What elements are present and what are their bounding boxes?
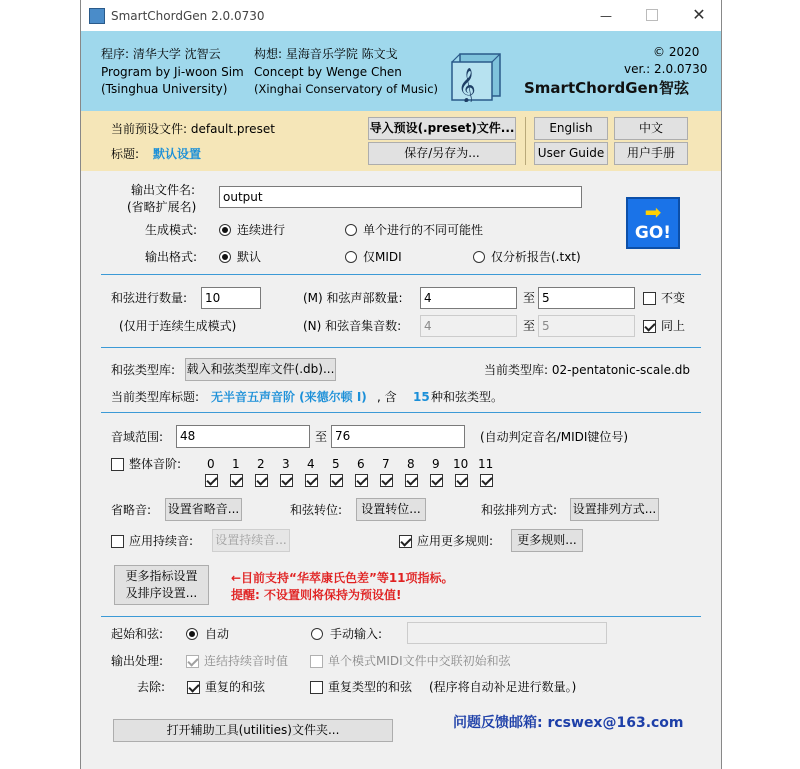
filename-label: 输出文件名: xyxy=(131,183,196,197)
chord-count-hint: (仅用于连续生成模式) xyxy=(119,319,237,333)
format-label: 输出格式: xyxy=(145,250,198,264)
pitchset-to-label: 至 xyxy=(523,319,536,333)
more-rules-button[interactable]: 更多规则... xyxy=(511,529,583,552)
pitchset-max-input[interactable]: 5 xyxy=(538,315,635,337)
pitch-class-checkbox[interactable] xyxy=(480,474,493,487)
voices-min-input[interactable]: 4 xyxy=(420,287,517,309)
pitch-class-label: 8 xyxy=(407,457,415,471)
copyright: © 2020 xyxy=(653,45,700,59)
set-inversion-button[interactable]: 设置转位... xyxy=(356,498,426,521)
connect-sustain-checkbox[interactable] xyxy=(186,655,199,668)
pitch-class-checkbox[interactable] xyxy=(305,474,318,487)
brand-name-cn: 智弦 xyxy=(659,79,690,97)
preset-bar xyxy=(81,111,721,171)
title-bar[interactable] xyxy=(81,0,721,31)
pitch-class-checkbox[interactable] xyxy=(230,474,243,487)
pitch-class-checkbox[interactable] xyxy=(205,474,218,487)
set-omit-button[interactable]: 设置省略音... xyxy=(165,498,242,521)
pitch-class-label: 10 xyxy=(453,457,469,471)
pitch-class-label: 2 xyxy=(257,457,265,471)
pitch-class-checkbox[interactable] xyxy=(355,474,368,487)
save-preset-button[interactable]: 保存/另存为... xyxy=(368,142,516,165)
more-rules-label[interactable]: 应用更多规则: xyxy=(417,534,494,548)
pitchset-same-checkbox[interactable] xyxy=(643,320,656,333)
dup-chords-checkbox[interactable] xyxy=(187,681,200,694)
concept-institution: (Xinghai Conservatory of Music) xyxy=(254,82,439,96)
section-divider xyxy=(101,412,701,413)
pitch-class-label: 4 xyxy=(307,457,315,471)
remove-hint: (程序将自动补足进行数量。) xyxy=(429,680,577,694)
pitch-class-checkbox[interactable] xyxy=(380,474,393,487)
start-manual-label[interactable]: 手动输入: xyxy=(330,627,383,641)
mode-continuous-label[interactable]: 连续进行 xyxy=(237,223,286,237)
chinese-button[interactable]: 中文 xyxy=(614,117,688,140)
pitch-class-checkbox[interactable] xyxy=(405,474,418,487)
metrics-button-line2: 及排序设置... xyxy=(125,586,198,600)
overall-scale-checkbox[interactable] xyxy=(111,458,124,471)
metrics-button-line1: 更多指标设置 xyxy=(125,569,198,583)
start-chord-label: 起始和弦: xyxy=(111,627,164,641)
format-default-radio[interactable] xyxy=(219,251,231,263)
arrow-right-icon: ➡ xyxy=(644,200,662,224)
format-txt-radio[interactable] xyxy=(473,251,485,263)
preset-title-label: 标题: xyxy=(111,147,140,161)
program-author-en: Program by Ji-woon Sim xyxy=(101,65,244,79)
close-icon[interactable]: ✕ xyxy=(692,5,706,24)
metrics-notice: ←目前支持“华萃康氏色差”等11项指标。 xyxy=(231,571,454,585)
voices-max-input[interactable]: 5 xyxy=(538,287,635,309)
library-count-prefix: , 含 xyxy=(377,390,397,404)
go-button[interactable] xyxy=(626,197,680,249)
start-manual-radio[interactable] xyxy=(311,628,323,640)
pitch-class-checkbox[interactable] xyxy=(430,474,443,487)
library-count-suffix: 种和弦类型。 xyxy=(431,390,504,404)
library-title-value: 无半音五声音阶 (来德尔顿 I) xyxy=(211,390,367,404)
pitch-class-label: 0 xyxy=(207,457,215,471)
pitch-class-label: 1 xyxy=(232,457,240,471)
format-midi-radio[interactable] xyxy=(345,251,357,263)
pitchset-min-input[interactable]: 4 xyxy=(420,315,517,337)
current-library: 当前类型库: 02-pentatonic-scale.db xyxy=(484,363,691,377)
dup-types-checkbox[interactable] xyxy=(310,681,323,694)
feedback-email[interactable]: 问题反馈邮箱: rcswex@163.com xyxy=(453,715,684,731)
pitchset-same-label[interactable]: 同上 xyxy=(661,319,686,333)
open-utilities-button[interactable]: 打开辅助工具(utilities)文件夹... xyxy=(113,719,393,742)
concept-author-en: Concept by Wenge Chen xyxy=(254,65,402,79)
pitch-class-checkbox[interactable] xyxy=(280,474,293,487)
pitch-class-label: 6 xyxy=(357,457,365,471)
output-process-label: 输出处理: xyxy=(111,654,164,668)
range-to-label: 至 xyxy=(315,430,328,444)
preset-file-label: 当前预设文件: default.preset xyxy=(111,122,275,136)
library-title-label: 当前类型库标题: xyxy=(111,390,200,404)
sustain-label[interactable]: 应用持续音: xyxy=(129,534,194,548)
voices-fixed-checkbox[interactable] xyxy=(643,292,656,305)
go-label: GO! xyxy=(634,223,672,243)
svg-text:𝄞: 𝄞 xyxy=(458,68,476,102)
voicing-label: 和弦排列方式: xyxy=(481,503,558,517)
pitch-class-label: 11 xyxy=(478,457,494,471)
user-manual-button[interactable]: 用户手册 xyxy=(614,142,688,165)
range-hint: (自动判定音名/MIDI键位号) xyxy=(480,430,629,444)
set-voicing-button[interactable]: 设置排列方式... xyxy=(570,498,659,521)
mode-single-label[interactable]: 单个进行的不同可能性 xyxy=(363,223,484,237)
preset-title-value: 默认设置 xyxy=(153,147,202,161)
load-database-button[interactable]: 载入和弦类型库文件(.db)... xyxy=(185,358,336,381)
voices-fixed-label[interactable]: 不变 xyxy=(661,291,686,305)
treble-clef-logo xyxy=(446,44,506,102)
program-institution: (Tsinghua University) xyxy=(101,82,228,96)
about-header xyxy=(81,31,721,111)
dup-types-label[interactable]: 重复类型的和弦 xyxy=(328,680,413,694)
import-preset-button[interactable]: 导入预设(.preset)文件... xyxy=(368,117,516,140)
range-low-input[interactable]: 48 xyxy=(176,425,310,448)
chord-library-label: 和弦类型库: xyxy=(111,363,176,377)
app-window xyxy=(80,0,722,769)
maximize-icon[interactable] xyxy=(646,9,658,21)
sustain-checkbox[interactable] xyxy=(111,535,124,548)
voices-to-label: 至 xyxy=(523,291,536,305)
start-auto-label[interactable]: 自动 xyxy=(205,627,230,641)
format-default-label[interactable]: 默认 xyxy=(237,250,262,264)
range-label: 音域范围: xyxy=(111,430,164,444)
omit-label: 省略音: xyxy=(111,503,152,517)
concept-author: 构想: 星海音乐学院 陈文戈 xyxy=(254,47,398,61)
interleave-checkbox[interactable] xyxy=(310,655,323,668)
app-icon xyxy=(89,8,105,24)
program-author: 程序: 清华大学 沈智云 xyxy=(101,47,221,61)
set-sustain-button[interactable]: 设置持续音... xyxy=(212,529,290,552)
mode-continuous-radio[interactable] xyxy=(219,224,231,236)
metrics-reminder: 提醒: 不设置则将保持为预设值! xyxy=(231,588,402,602)
mode-single-radio[interactable] xyxy=(345,224,357,236)
dup-chords-label[interactable]: 重复的和弦 xyxy=(205,680,266,694)
english-button[interactable]: English xyxy=(534,117,608,140)
filename-hint: (省略扩展名) xyxy=(127,200,197,214)
overall-scale-label[interactable]: 整体音阶: xyxy=(129,457,182,471)
pitch-class-checkbox[interactable] xyxy=(455,474,468,487)
version: ver.: 2.0.0730 xyxy=(624,62,708,76)
remove-label: 去除: xyxy=(137,680,166,694)
start-auto-radio[interactable] xyxy=(186,628,198,640)
format-midi-label[interactable]: 仅MIDI xyxy=(363,250,402,264)
window-title: SmartChordGen 2.0.0730 xyxy=(111,9,265,23)
minimize-icon[interactable]: — xyxy=(600,9,612,23)
more-rules-checkbox[interactable] xyxy=(399,535,412,548)
pitch-class-label: 3 xyxy=(282,457,290,471)
chord-count-input[interactable]: 10 xyxy=(201,287,261,309)
section-divider xyxy=(101,274,701,275)
library-count: 15 xyxy=(413,390,430,404)
section-divider xyxy=(101,616,701,617)
divider xyxy=(525,117,526,165)
connect-sustain-label[interactable]: 连结持续音时值 xyxy=(204,654,289,668)
pitch-class-label: 7 xyxy=(382,457,390,471)
chord-count-label: 和弦进行数量: xyxy=(111,291,188,305)
brand-name: SmartChordGen xyxy=(524,79,659,97)
mode-label: 生成模式: xyxy=(145,223,198,237)
pitch-class-label: 5 xyxy=(332,457,340,471)
pitchset-label: (N) 和弦音集音数: xyxy=(303,319,402,333)
filename-input[interactable]: output xyxy=(219,186,582,208)
section-divider xyxy=(101,347,701,348)
voices-label: (M) 和弦声部数量: xyxy=(303,291,403,305)
interleave-label[interactable]: 单个模式MIDI文件中交联初始和弦 xyxy=(328,654,511,668)
start-manual-input[interactable] xyxy=(407,622,607,644)
metrics-settings-button[interactable] xyxy=(114,565,209,605)
pitch-class-label: 9 xyxy=(432,457,440,471)
range-high-input[interactable]: 76 xyxy=(331,425,465,448)
pitch-class-checkbox[interactable] xyxy=(330,474,343,487)
pitch-class-checkbox[interactable] xyxy=(255,474,268,487)
inversion-label: 和弦转位: xyxy=(290,503,343,517)
format-txt-label[interactable]: 仅分析报告(.txt) xyxy=(491,250,581,264)
user-guide-button[interactable]: User Guide xyxy=(534,142,608,165)
